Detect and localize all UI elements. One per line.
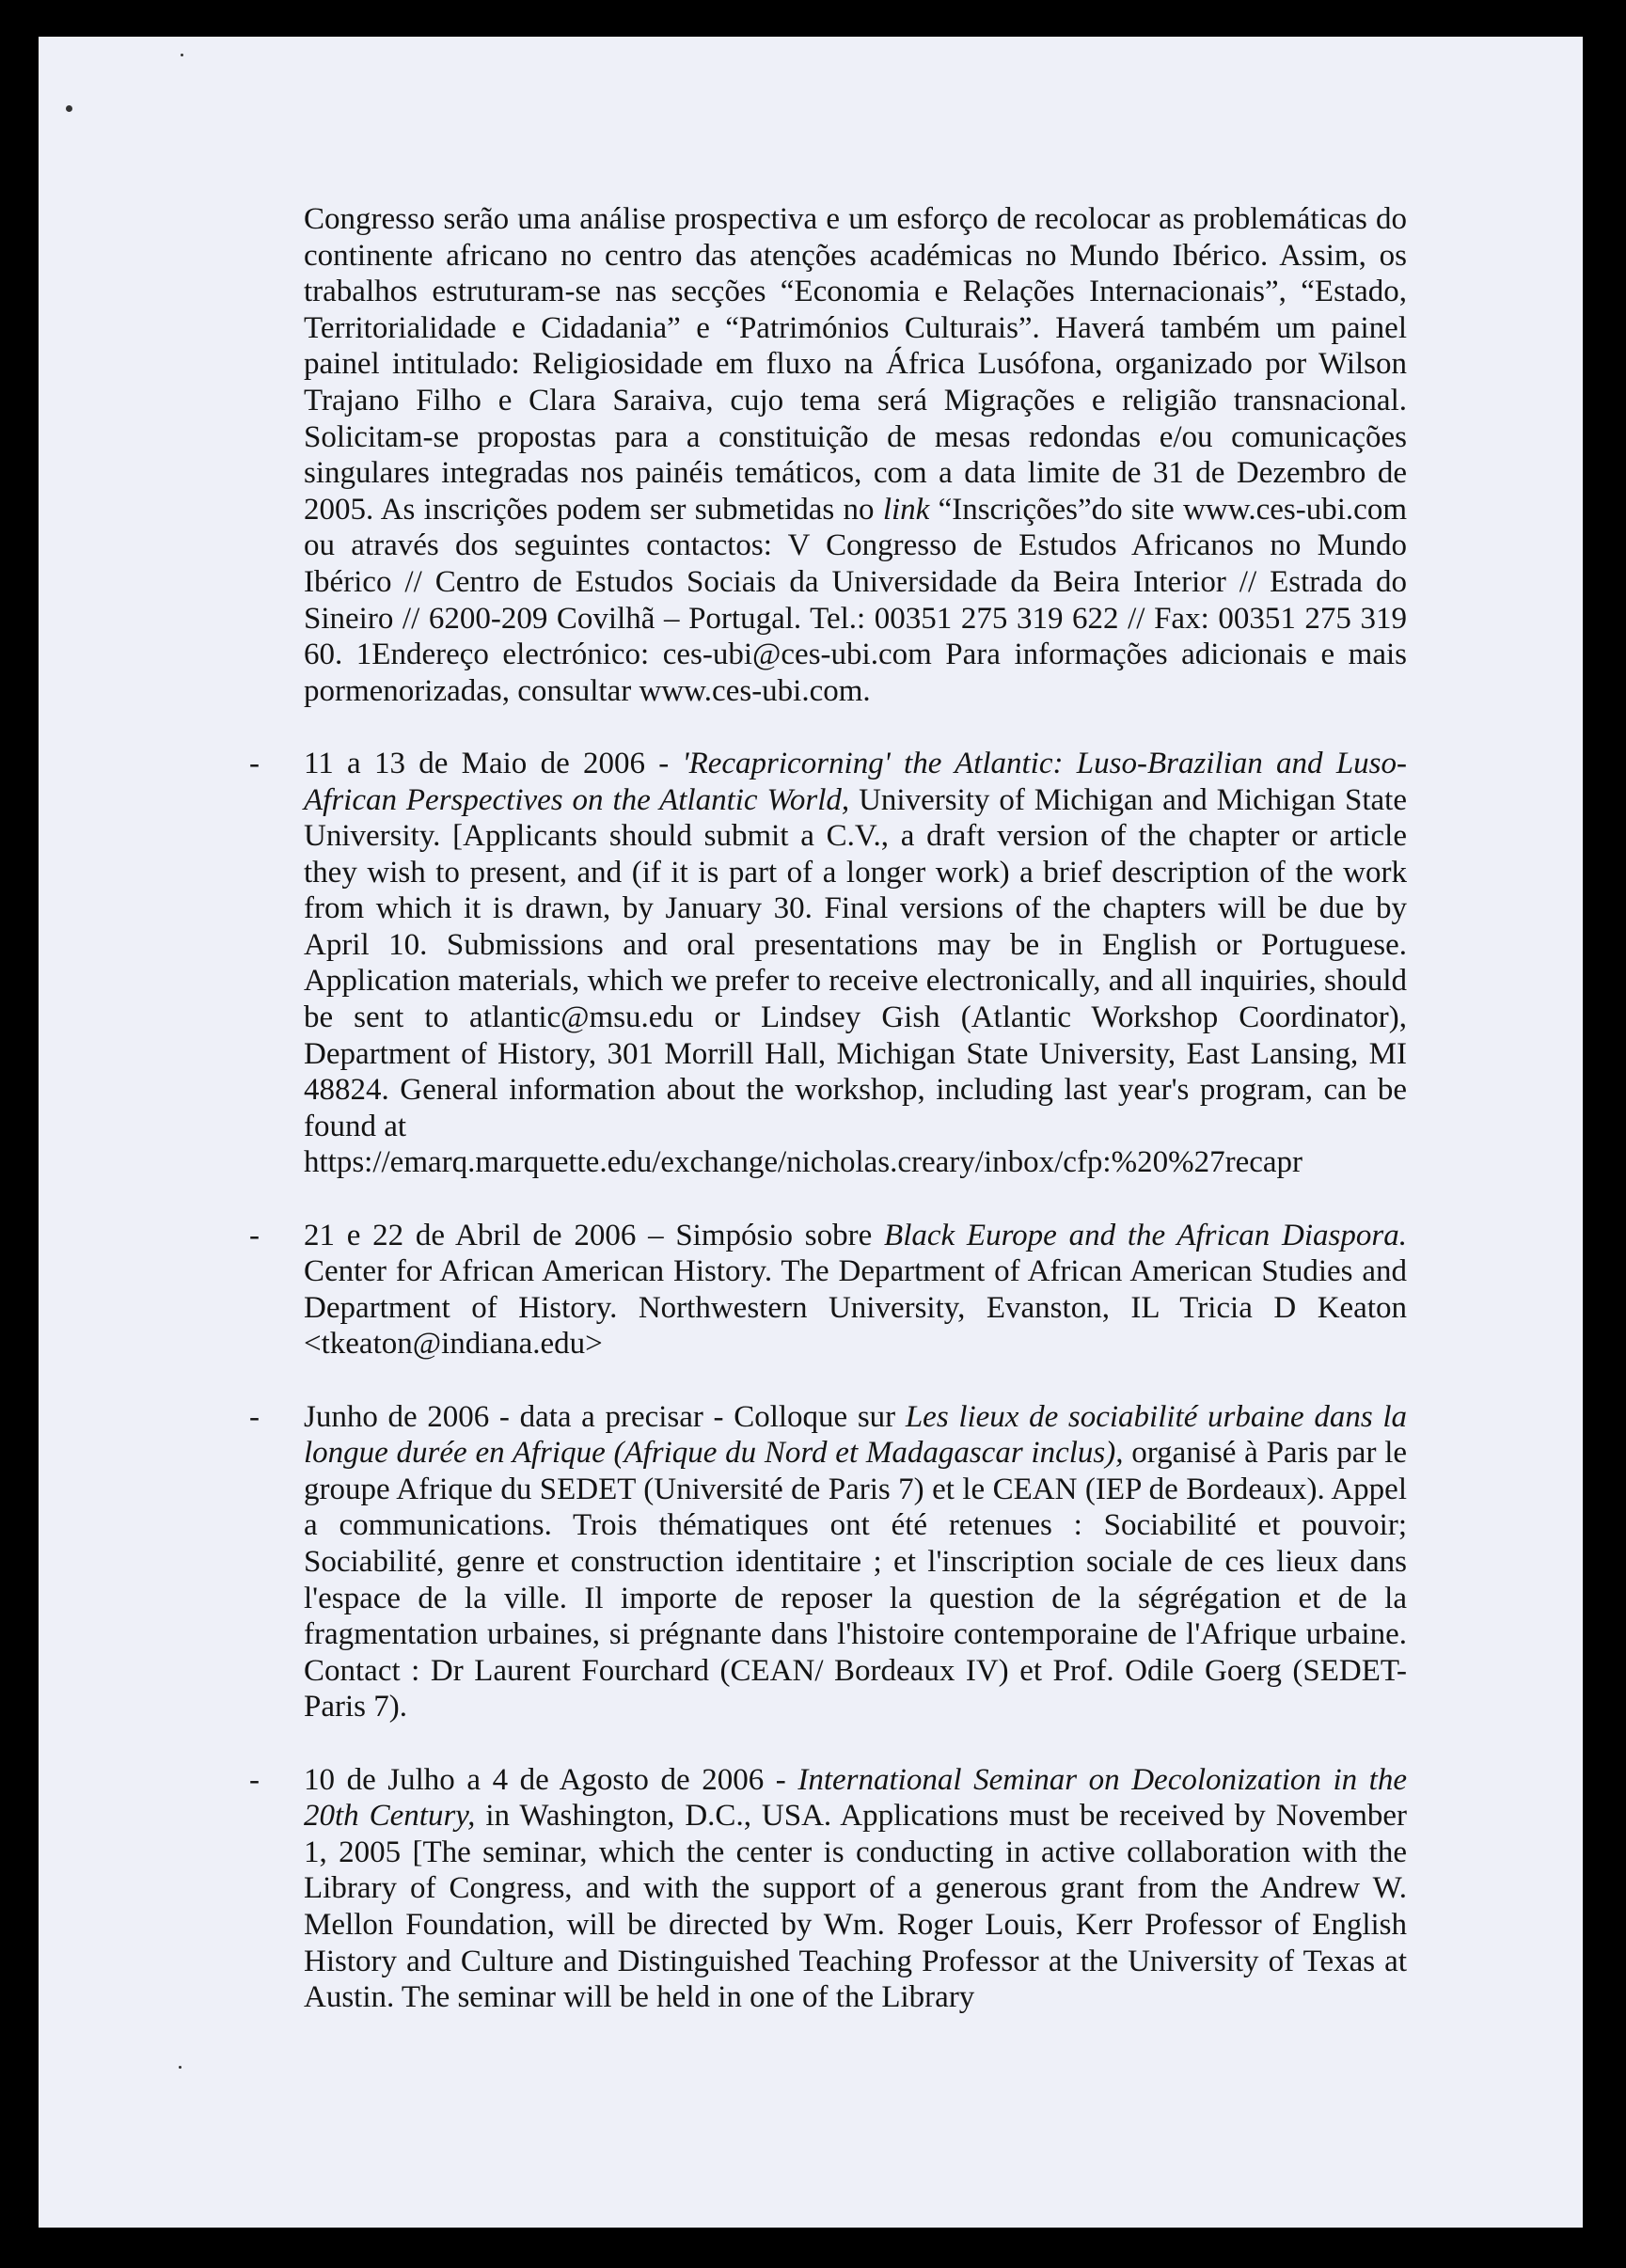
document-page (39, 37, 1583, 2228)
entry-title: 'Recapricorning' the Atlantic: Luso-Brazilian and Luso-African Perspectives on the Atlantic World, (304, 746, 1408, 817)
entry-date: 11 a 13 de Maio de 2006 - (304, 746, 670, 780)
entry-body: Center for African American History. The Department of African American Studies and Department of History. Northwestern University, Evanston, IL Tricia D Keaton <tkeaton@indiana.edu> (304, 1254, 1407, 1362)
list-bullet: - (249, 746, 260, 780)
entry-date: 21 e 22 de Abril de 2006 – Simpósio sobre (304, 1218, 873, 1252)
list-item (249, 1762, 1408, 2016)
list-bullet: - (249, 1218, 260, 1252)
list-item (249, 1218, 1407, 1362)
entry-date: 10 de Julho a 4 de Agosto de 2006 - (304, 1762, 786, 1797)
entry-title: International Seminar on Decolonization in the 20th Century, (304, 1762, 1407, 1834)
entry-date: Junho de 2006 - data a precisar - Colloque sur (304, 1399, 896, 1434)
scan-speck (66, 105, 72, 112)
entry-body: organisé à Paris par le groupe Afrique du SEDET (Université de Paris 7) et le CEAN (IEP de Bordeaux). Appel a communications. Trois thématiques ont été retenues : Sociabilité et pouvoir; Sociabilité, genre et construction identitaire ; et l'inscription sociale de ces lieux dans l'espace de la ville. Il importe de reposer la question de la ségrégation et de la fragmentation urbaines, si prégnante dans l'histoire contemporaine de l'Afrique urbaine. Contact : Dr Laurent Fourchard (CEAN/ Bordeaux IV) et Prof. Odile Goerg (SEDET-Paris 7). (304, 1436, 1408, 1725)
intro-paragraph (304, 201, 1407, 709)
intro-lead: Congresso serão uma análise prospectiva e um esforço de recolocar as problemáticas do continente africano no centro das atenções académicas no Mundo Ibérico. Assim, os trabalhos estruturam-se nas secções “Economia e Relações Internacionais”, “Estado, Territorialidade e Cidadania” e “Patrimónios Culturais”. Haverá também um painel painel intitulado: Religiosidade em fluxo na África Lusófona, organizado por Wilson Trajano Filho e Clara Saraiva, cujo tema será Migrações e religião transnacional. Solicitam-se propostas para a constituição de mesas redondas e/ou comunicações singulares integradas nos painéis temáticos, com a data limite de 31 de Dezembro de 2005. As inscrições podem ser submetidas no (304, 202, 1407, 527)
list-bullet: - (249, 1399, 260, 1434)
list-item (249, 1399, 1408, 1725)
scan-speck (179, 2066, 182, 2069)
document-body (249, 201, 1408, 2016)
intro-rest: “Inscrições”do site www.ces-ubi.com ou através dos seguintes contactos: V Congresso de Estudos Africanos no Mundo Ibérico // Centro de Estudos Sociais da Universidade da Beira Interior // Estrada do Sineiro // 6200-209 Covilhã – Portugal. Tel.: 00351 275 319 622 // Fax: 00351 275 319 60. 1Endereço electrónico: ces-ubi@ces-ubi.com Para informações adicionais e mais pormenorizadas, consultar www.ces-ubi.com. (304, 492, 1407, 708)
list-item (249, 746, 1408, 1181)
entry-title: Les lieux de sociabilité urbaine dans la longue durée en Afrique (Afrique du Nord et Madagascar inclus), (304, 1399, 1407, 1471)
intro-link-word: link (882, 492, 930, 527)
entry-url: https://emarq.marquette.edu/exchange/nicholas.creary/inbox/cfp:%20%27recapr (304, 1145, 1302, 1180)
entry-body: University of Michigan and Michigan State University. [Applicants should submit a C.V., a draft version of the chapter or article they wish to present, and (if it is part of a longer work) a brief description of the work from which it is drawn, by January 30. Final versions of the chapters will be due by April 10. Submissions and oral presentations may be in English or Portuguese. Application materials, which we prefer to receive electronically, and all inquiries, should be sent to atlantic@msu.edu or Lindsey Gish (Atlantic Workshop Coordinator), Department of History, 301 Morrill Hall, Michigan State University, East Lansing, MI 48824. General information about the workshop, including last year's program, can be found at (304, 782, 1407, 1143)
list-bullet: - (249, 1762, 260, 1797)
scan-speck (181, 54, 183, 56)
entry-body: in Washington, D.C., USA. Applications must be received by November 1, 2005 [The seminar, which the center is conducting in active collaboration with the Library of Congress, and with the support of a generous grant from the Andrew W. Mellon Foundation, will be directed by Wm. Roger Louis, Kerr Professor of English History and Culture and Distinguished Teaching Professor at the University of Texas at Austin. The seminar will be held in one of the Library (304, 1799, 1408, 2015)
entry-title: Black Europe and the African Diaspora. (884, 1218, 1407, 1252)
